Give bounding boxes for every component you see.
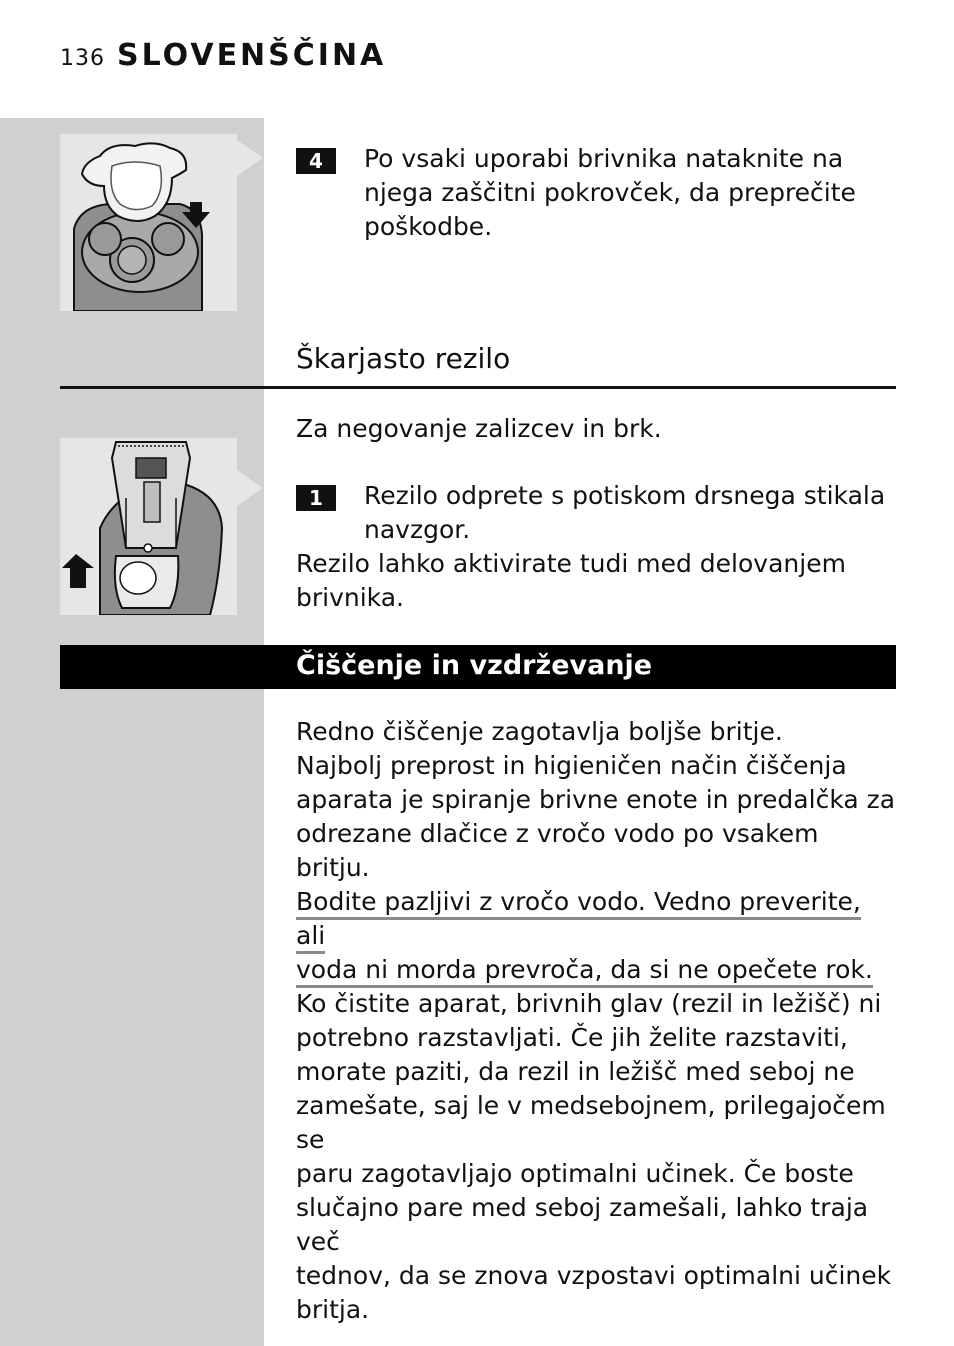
body-line: potrebno razstavljati. Če jih želite razstaviti, xyxy=(296,1023,848,1052)
page-header xyxy=(60,38,386,73)
cleaning-heading: Čiščenje in vzdrževanje xyxy=(296,650,653,681)
body-line: paru zagotavljajo optimalni učinek. Če boste xyxy=(296,1159,854,1188)
trimmer-illustration xyxy=(60,438,237,615)
trimmer-note xyxy=(296,547,896,615)
step-number-badge: 1 xyxy=(296,485,336,511)
cleaning-body xyxy=(296,715,896,1327)
body-line: slučajno pare med seboj zamešali, lahko traja več xyxy=(296,1193,869,1256)
page-number: 136 xyxy=(60,46,105,71)
step-4-line: Po vsaki uporabi brivnika nataknite na xyxy=(364,144,844,173)
body-line: Najbolj preprost in higieničen način čiščenja xyxy=(296,751,847,780)
section-title: SLOVENŠČINA xyxy=(117,38,387,73)
step-4-text xyxy=(364,142,904,244)
warning-text: voda ni morda prevroča, da si ne opečete rok. xyxy=(296,955,873,988)
step-1-text xyxy=(364,479,904,547)
body-line: britja. xyxy=(296,1295,370,1324)
body-line: odrezane dlačice z vročo vodo po vsakem britju. xyxy=(296,819,819,882)
note-line: Rezilo lahko aktivirate tudi med delovanjem xyxy=(296,549,846,578)
body-line: morate paziti, da rezil in ležišč med seboj ne xyxy=(296,1057,855,1086)
step-1-line: Rezilo odprete s potiskom drsnega stikala xyxy=(364,481,886,510)
warning-text: Bodite pazljivi z vročo vodo. Vedno preverite, ali xyxy=(296,887,861,954)
warning-line xyxy=(296,953,896,987)
body-line: aparata je spiranje brivne enote in predalčka za xyxy=(296,785,896,814)
trimmer-heading: Škarjasto rezilo xyxy=(296,342,511,375)
step-1-line: navzgor. xyxy=(364,515,471,544)
figure-pointer xyxy=(237,470,263,506)
step-4-line: njega zaščitni pokrovček, da preprečite xyxy=(364,178,856,207)
warning-line xyxy=(296,885,896,953)
figure-pointer xyxy=(237,140,263,176)
body-line: tednov, da se znova vzpostavi optimalni učinek xyxy=(296,1261,892,1290)
step-number-badge: 4 xyxy=(296,148,336,174)
shaver-cap-illustration xyxy=(60,134,237,311)
body-line: Redno čiščenje zagotavlja boljše britje. xyxy=(296,717,783,746)
body-line: zamešate, saj le v medsebojnem, prilegajočem se xyxy=(296,1091,886,1154)
body-line: Ko čistite aparat, brivnih glav (rezil in ležišč) ni xyxy=(296,989,882,1018)
trimmer-intro: Za negovanje zalizcev in brk. xyxy=(296,414,662,443)
heading-rule xyxy=(60,386,896,389)
note-line: brivnika. xyxy=(296,583,404,612)
step-4-line: poškodbe. xyxy=(364,212,493,241)
